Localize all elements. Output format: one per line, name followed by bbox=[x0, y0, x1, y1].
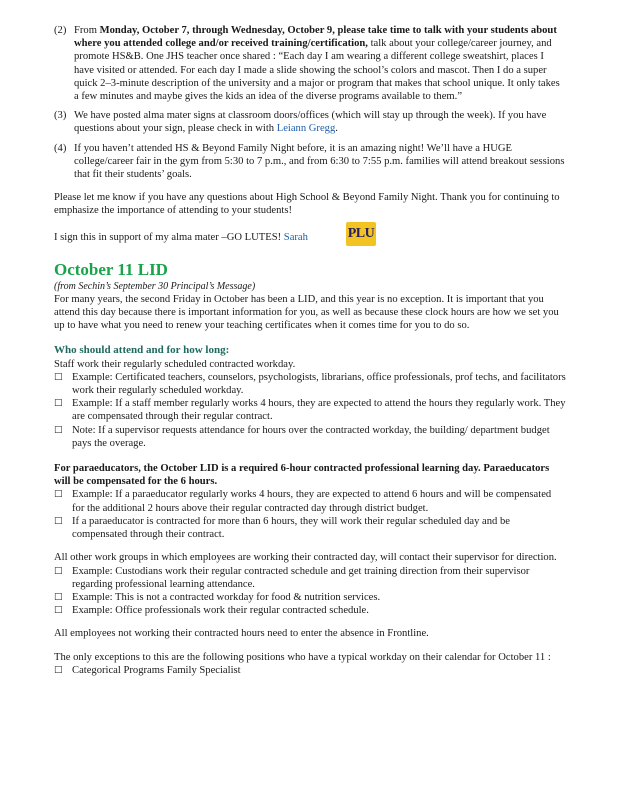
who-heading: Who should attend and for how long: bbox=[54, 344, 230, 357]
closing-paragraph: Please let me know if you have any questions about High School & Beyond Family Night. Thank you for continuing to emphasize the importance of attending to your students! bbox=[54, 192, 560, 217]
bullet-icon: □ bbox=[54, 664, 63, 675]
bullet-icon: □ bbox=[54, 605, 63, 616]
list-item: □ Example: This is not a contracted workday for food & nutrition services. bbox=[54, 591, 381, 603]
bullet-icon: □ bbox=[54, 489, 63, 500]
list-item: □ Note: If a supervisor requests attendance for hours over the contracted workday, the building/ department budget pays the overage. bbox=[54, 424, 550, 449]
contact-link[interactable]: Leiann Gregg bbox=[276, 123, 336, 135]
exceptions-bullet-list bbox=[54, 664, 566, 677]
signature-text: I sign this in support of my alma mater –GO LUTES! bbox=[54, 231, 284, 243]
who-lead: Staff work their regularly scheduled contracted workday. bbox=[54, 358, 296, 370]
bullet-icon: □ bbox=[54, 591, 63, 602]
bullet-icon: □ bbox=[54, 371, 63, 382]
item-text: If you haven’t attended HS & Beyond Family Night before, it is an amazing night! We’ll have a HUGE college/career fair in the gym from 5:30 to 7 p.m., and from 6:30 to 7:55 p.m. families will attend breakout sessions that fit their students’ goals. bbox=[74, 142, 565, 181]
list-item: □ Example: If a staff member regularly works 4 hours, they are expected to attend the hours they regularly work. They are compensated through their regular contract. bbox=[54, 398, 566, 423]
list-item: □ Example: Custodians work their regular contracted schedule and get training direction from their supervisor regarding professional learning attendance. bbox=[54, 565, 530, 590]
numbered-item-3 bbox=[54, 109, 566, 135]
exceptions-paragraph: The only exceptions to this are the following positions who have a typical workday on their calendar for October 11 : bbox=[54, 651, 551, 663]
frontline-paragraph: All employees not working their contracted hours need to enter the absence in Frontline. bbox=[54, 628, 429, 640]
item-number: (2) bbox=[54, 25, 67, 36]
list-item: □ If a paraeducator is contracted for more than 6 hours, they will work their regular scheduled day and be compensated through their contract. bbox=[54, 515, 511, 541]
who-bullet-list bbox=[54, 371, 566, 450]
section-intro: For many years, the second Friday in October has been a LID, and this year is no exception. It is important that you attend this day because there is important information for you, as well as because these clock hours are how we set you up to have what you need to renew your teaching certificates when it comes time for you to do so. bbox=[54, 293, 559, 332]
other-bullet-list bbox=[54, 565, 566, 618]
other-groups-paragraph: All other work groups in which employees are working their contracted day, will contact their supervisor for direction. bbox=[54, 552, 557, 564]
list-item: □ Example: Certificated teachers, counselors, psychologists, librarians, office professionals, prof techs, and facilitators work their regularly scheduled workday. bbox=[54, 371, 566, 397]
bullet-icon: □ bbox=[54, 515, 63, 526]
list-item: □ Example: Office professionals work their regular contracted schedule. bbox=[54, 605, 369, 617]
plu-logo: PLU bbox=[346, 222, 376, 246]
signature-name: Sarah bbox=[283, 231, 308, 243]
document-page bbox=[54, 24, 566, 677]
item-bold-text: Monday, October 7, through Wednesday, October 9, please take time to talk with your students about where you attended college and/or received training/certification, bbox=[74, 25, 557, 50]
numbered-item-4 bbox=[54, 142, 566, 182]
para-bullet-list bbox=[54, 488, 566, 541]
item-number: (3) bbox=[54, 110, 67, 122]
section-subtitle: (from Sechin’s September 30 Principal’s Message) bbox=[54, 280, 256, 292]
list-item: □ Example: If a paraeducator regularly works 4 hours, they are expected to attend 6 hours and will be compensated for the additional 2 hours above their regular contracted day through district budget. bbox=[54, 489, 552, 514]
item-text: We have posted alma mater signs at classroom doors/offices (which will stay up through the week). If you have questions about your sign, please check in with Leiann Gregg. bbox=[74, 110, 547, 135]
bullet-icon: □ bbox=[54, 565, 63, 576]
numbered-item-2 bbox=[54, 24, 566, 103]
item-text: From Monday, October 7, through Wednesday, October 9, please take time to talk with your students about where you attended college and/or received training/certification, talk about your college/career journey, and promote HS&B. One JHS teacher once shared : “Each day I am wearing a different college sweatshirt, places I have visited or attended. For each day I made a slide showing the school’s colors and mascot. Then I do a super quick 2–3-minute description of the university and a major or program that makes that school unique. It only takes a few minutes and maybe gives the kids an idea of the diverse programs available to them.” bbox=[74, 25, 560, 103]
list-item: □ Categorical Programs Family Specialist bbox=[54, 664, 241, 676]
signature-line bbox=[54, 228, 566, 246]
bullet-icon: □ bbox=[54, 424, 63, 435]
section-title: October 11 LID bbox=[54, 259, 168, 279]
paraeducator-paragraph: For paraeducators, the October LID is a required 6-hour contracted professional learning day. Paraeducators will be compensated for the 6 hours. bbox=[54, 463, 550, 488]
bullet-icon: □ bbox=[54, 398, 63, 409]
item-number: (4) bbox=[54, 142, 67, 154]
